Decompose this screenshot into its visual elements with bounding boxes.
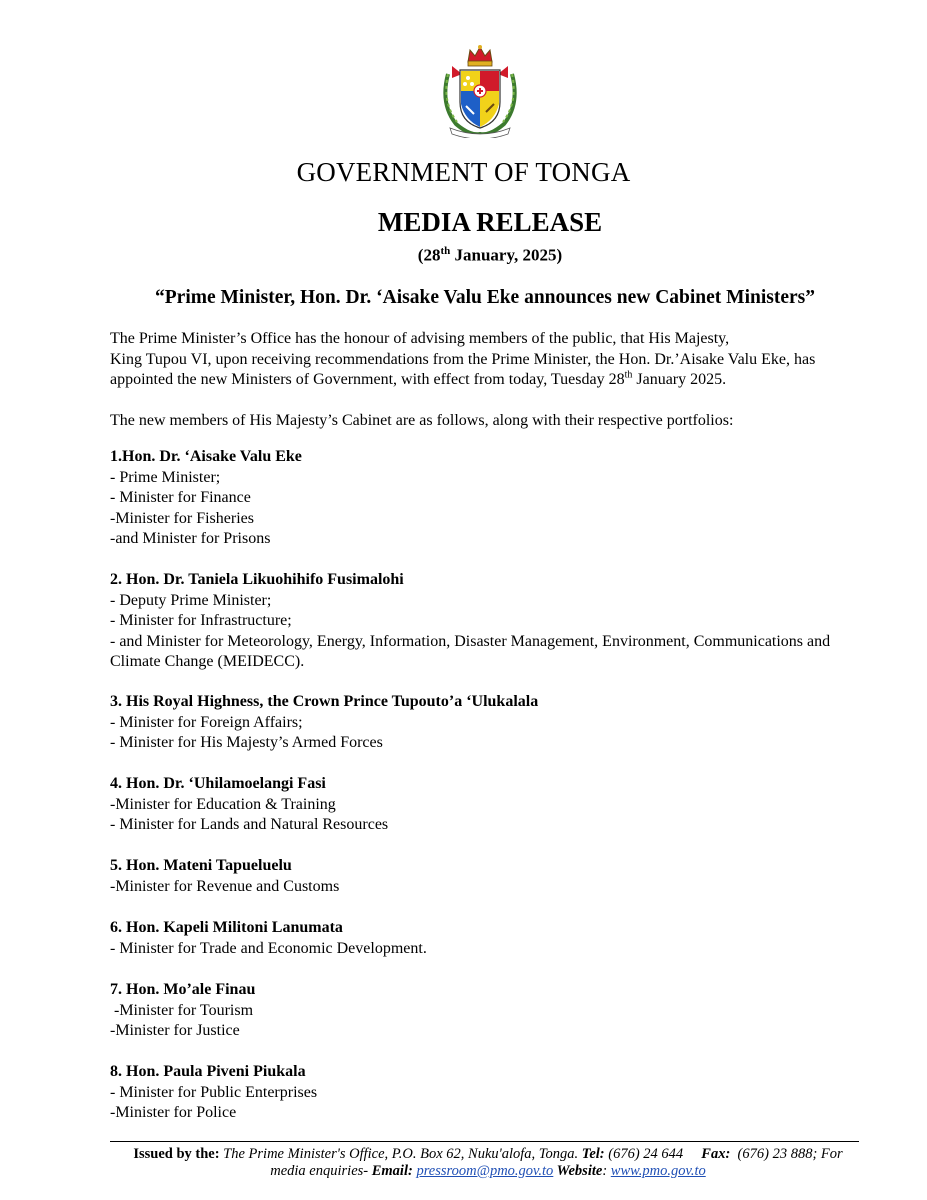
intro-line-2: King Tupou VI, upon receiving recommendations from the Prime Minister, the Hon. Dr.’Aisake Valu Eke, has [110, 350, 816, 368]
footer-divider [110, 1141, 859, 1142]
minister-role: - Minister for Finance [110, 489, 251, 506]
minister-name: 1.Hon. Dr. ‘Aisake Valu Eke [110, 448, 302, 465]
intro-line-3-post: January 2025. [632, 371, 727, 388]
minister-role: -Minister for Justice [110, 1022, 240, 1039]
issued-label: Issued by the: [133, 1146, 220, 1162]
portfolios-intro: The new members of His Majesty’s Cabinet are as follows, along with their respective portfolios: [110, 412, 734, 429]
email-label: Email: [371, 1163, 413, 1179]
intro-line-3-sup: th [624, 369, 633, 381]
minister-name: 3. His Royal Highness, the Crown Prince Tupouto’a ‘Ulukalala [110, 693, 539, 710]
footer-line-2 [108, 1163, 868, 1180]
minister-role: - Minister for Lands and Natural Resources [110, 816, 389, 833]
release-headline: “Prime Minister, Hon. Dr. ‘Aisake Valu Eke announces new Cabinet Ministers” [155, 287, 815, 308]
minister-name: 8. Hon. Paula Piveni Piukala [110, 1063, 306, 1080]
minister-block-6 [110, 918, 880, 959]
intro-line-3-pre: appointed the new Ministers of Government, with effect from today, Tuesday 28 [110, 371, 625, 388]
minister-role: - Minister for Public Enterprises [110, 1083, 318, 1101]
government-title: GOVERNMENT OF TONGA [296, 157, 631, 187]
minister-block-3 [110, 692, 880, 754]
date-close: January, 2025) [450, 245, 563, 265]
minister-role: -Minister for Revenue and Customs [110, 877, 340, 895]
minister-role: -Minister for Fisheries [110, 509, 254, 527]
minister-name: 7. Hon. Mo’ale Finau [110, 981, 256, 998]
minister-role: - Minister for Foreign Affairs; [110, 713, 303, 731]
minister-name: 5. Hon. Mateni Tapueluelu [110, 857, 292, 874]
intro-line-1: The Prime Minister’s Office has the honour of advising members of the public, that His Majesty, [110, 330, 730, 347]
issued-text: The Prime Minister's Office, P.O. Box 62, Nuku'alofa, Tonga. [219, 1146, 582, 1162]
minister-block-4 [110, 774, 880, 836]
minister-role: - Prime Minister; [110, 468, 221, 486]
minister-role: - Minister for Infrastructure; [110, 612, 292, 629]
minister-role: Climate Change (MEIDECC). [110, 653, 305, 670]
minister-role: - Minister for Trade and Economic Development. [110, 939, 427, 957]
minister-role: -Minister for Education & Training [110, 795, 336, 813]
website-colon: : [602, 1163, 611, 1179]
minister-role: -Minister for Police [110, 1104, 237, 1121]
fax-label: Fax: [701, 1146, 731, 1162]
minister-role: -and Minister for Prisons [110, 530, 271, 547]
footer-line-1 [108, 1146, 868, 1163]
tel-label: Tel: [581, 1146, 605, 1162]
tonga-coat-of-arms-icon [438, 44, 522, 138]
release-date [0, 245, 927, 266]
website-link[interactable]: www.pmo.gov.to [610, 1163, 706, 1179]
intro-paragraph [110, 329, 880, 391]
media-release-title: MEDIA RELEASE [377, 207, 603, 237]
email-link[interactable]: pressroom@pmo.gov.to [416, 1163, 554, 1179]
minister-role: - Minister for His Majesty’s Armed Forces [110, 734, 383, 751]
minister-name: 6. Hon. Kapeli Militoni Lanumata [110, 919, 343, 936]
minister-name: 2. Hon. Dr. Taniela Likuohihifo Fusimalohi [110, 571, 404, 588]
tel-value: (676) 24 644 [604, 1146, 684, 1162]
minister-block-2 [110, 570, 880, 673]
fax-value: (676) 23 888; For [730, 1146, 843, 1162]
date-open: (28 [417, 245, 441, 265]
minister-role: - Deputy Prime Minister; [110, 591, 272, 609]
minister-role: - and Minister for Meteorology, Energy, Information, Disaster Management, Environment, Communications and [110, 632, 831, 650]
minister-block-7 [110, 980, 880, 1042]
minister-name: 4. Hon. Dr. ‘Uhilamoelangi Fasi [110, 775, 326, 792]
intro-line-3 [110, 370, 880, 391]
footer-contact [108, 1146, 868, 1180]
minister-block-8 [110, 1062, 880, 1124]
minister-block-5 [110, 856, 880, 897]
date-sup: th [440, 245, 451, 257]
minister-block-1 [110, 447, 880, 550]
website-label: Website [553, 1163, 603, 1179]
media-text: media enquiries- [270, 1163, 372, 1179]
minister-role: -Minister for Tourism [110, 1001, 254, 1019]
